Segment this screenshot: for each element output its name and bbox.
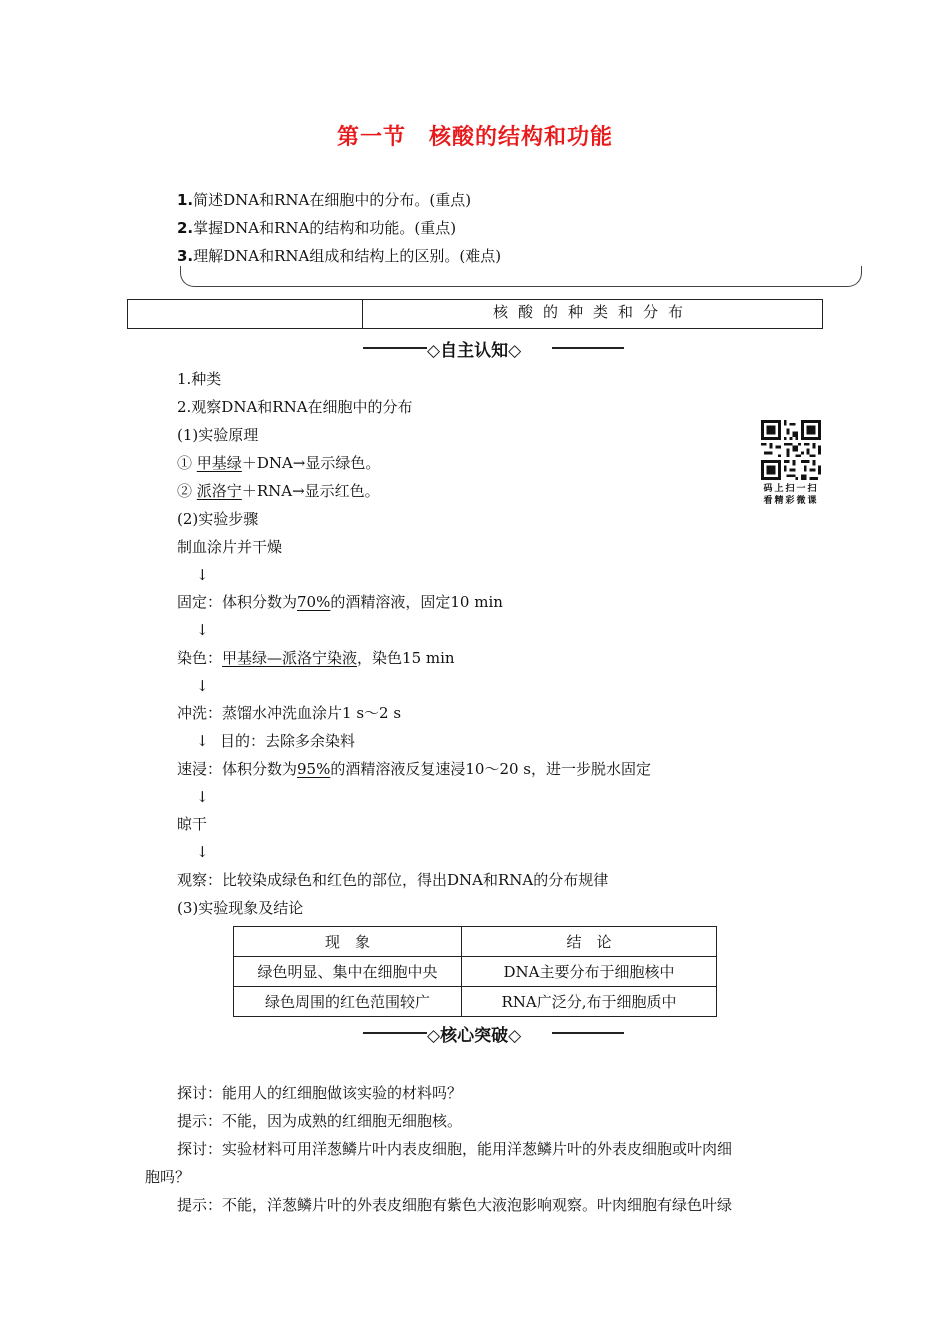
flow-arrow-icon: ↓ (196, 788, 209, 806)
discussion-hint-1: 提示：不能，因为成熟的红细胞无细胞核。 (177, 1112, 463, 1130)
objective-2 (177, 218, 456, 238)
flow-arrow-icon: ↓ (196, 732, 209, 750)
step-text: 速浸：体积分数为 (177, 760, 298, 778)
discussion-hint-2: 提示：不能，洋葱鳞片叶的外表皮细胞有紫色大液泡影响观察。叶肉细胞有绿色叶绿 (177, 1196, 733, 1214)
objectives-brace (180, 266, 862, 287)
fix-concentration: 70% (297, 593, 331, 611)
result-heading: (3)实验现象及结论 (177, 899, 304, 917)
objective-text: 简述DNA和RNA在细胞中的分布。(重点) (193, 191, 472, 209)
objective-number: 2. (177, 219, 194, 237)
banner-line-right (552, 347, 624, 349)
principle-1 (177, 453, 380, 473)
discussion-question-1: 探讨：能用人的红细胞做该实验的材料吗？ (177, 1084, 463, 1102)
principle-text: ＋DNA→显示绿色。 (241, 454, 381, 472)
banner-line-left (363, 1032, 427, 1034)
step-smear: 制血涂片并干燥 (177, 538, 283, 556)
item-number: ① (177, 454, 193, 472)
table-cell: 绿色周围的红色范围较广 (234, 987, 462, 1017)
table-row (234, 987, 717, 1017)
objective-text: 理解DNA和RNA组成和结构上的区别。(难点) (193, 247, 502, 265)
step-text: 的酒精溶液反复速浸10～20 s，进一步脱水固定 (330, 760, 652, 778)
reagent-methyl-green: 甲基绿 (196, 454, 242, 472)
section-header-label: 核酸的种类和分布 (492, 303, 693, 321)
table-cell: DNA主要分布于细胞核中 (462, 957, 717, 987)
table-cell: 绿色明显、集中在细胞中央 (234, 957, 462, 987)
table-row (234, 957, 717, 987)
banner-line-left (363, 347, 427, 349)
steps-heading: (2)实验步骤 (177, 510, 259, 528)
principle-text: ＋RNA→显示红色。 (241, 482, 380, 500)
step-rinse: 冲洗：蒸馏水冲洗血涂片1 s～2 s (177, 704, 402, 722)
table-header: 结 论 (462, 927, 717, 957)
core-breakthrough-banner: ◇核心突破◇ (427, 1026, 522, 1046)
banner-line-right (552, 1032, 624, 1034)
table-cell: RNA广泛分,布于细胞质中 (462, 987, 717, 1017)
qr-caption-line-1: 码上扫一扫 (763, 484, 819, 494)
result-table (233, 926, 717, 1017)
qr-caption-line-2: 看精彩微课 (763, 496, 819, 506)
objective-text: 掌握DNA和RNA的结构和功能。(重点) (193, 219, 457, 237)
objective-3 (177, 246, 501, 266)
step-observe: 观察：比较染成绿色和红色的部位，得出DNA和RNA的分布规律 (177, 871, 609, 889)
discussion-question-2: 探讨：实验材料可用洋葱鳞片叶内表皮细胞，能用洋葱鳞片叶的外表皮细胞或叶肉细 (177, 1140, 733, 1158)
step-dip (177, 759, 651, 779)
observe-heading: 2.观察DNA和RNA在细胞中的分布 (177, 398, 413, 416)
flow-arrow-icon: ↓ (196, 843, 209, 861)
item-number: ② (177, 482, 193, 500)
discussion-question-2-cont: 胞吗？ (145, 1168, 191, 1186)
objective-number: 1. (177, 191, 194, 209)
objective-number: 3. (177, 247, 194, 265)
dip-concentration: 95% (297, 760, 331, 778)
step-text: 的酒精溶液，固定10 min (330, 593, 503, 611)
principle-heading: (1)实验原理 (177, 426, 259, 444)
flow-arrow-icon: ↓ (196, 566, 209, 584)
step-stain (177, 648, 455, 668)
step-text: 固定：体积分数为 (177, 593, 298, 611)
table-header-row (234, 927, 717, 957)
objective-1 (177, 190, 471, 210)
table-header: 现 象 (234, 927, 462, 957)
flow-arrow-icon: ↓ (196, 677, 209, 695)
qr-code-icon[interactable] (761, 420, 821, 480)
principle-2 (177, 481, 380, 501)
step-fix (177, 592, 503, 612)
kinds-heading: 1.种类 (177, 370, 222, 388)
page-title: 第一节 核酸的结构和功能 (336, 125, 613, 150)
reagent-pyronin: 派洛宁 (196, 482, 242, 500)
step-text: 染色： (177, 649, 223, 667)
step-dry: 晾干 (177, 815, 208, 833)
self-study-banner: ◇自主认知◇ (427, 341, 522, 361)
rinse-purpose: 目的：去除多余染料 (220, 732, 356, 750)
stain-reagent: 甲基绿—派洛宁染液 (222, 649, 358, 667)
flow-arrow-icon: ↓ (196, 621, 209, 639)
step-text: ，染色15 min (357, 649, 455, 667)
